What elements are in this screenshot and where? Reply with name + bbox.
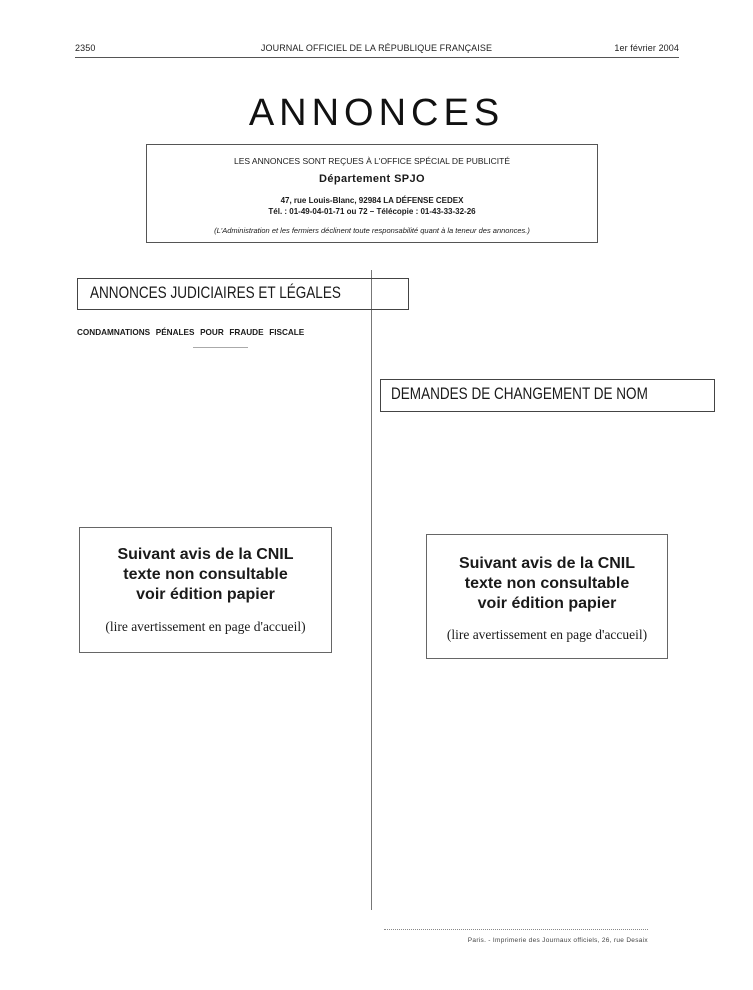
cnil-note: (lire avertissement en page d'accueil)	[446, 627, 648, 642]
issue-date: 1er février 2004	[614, 43, 679, 53]
subsection-rule	[193, 347, 248, 348]
info-phone: Tél. : 01-49-04-01-71 ou 72 – Télécopie : 01-43-33-32-26	[268, 207, 476, 216]
cnil-notice-left	[79, 527, 332, 653]
cnil-line1: Suivant avis de la CNIL	[458, 555, 636, 572]
section-title-judiciaires-text: ANNONCES JUDICIAIRES ET LÉGALES	[90, 284, 341, 302]
info-reception-line: LES ANNONCES SONT REÇUES À L'OFFICE SPÉCIAL DE PUBLICITÉ	[233, 156, 511, 166]
section-title-judiciaires	[77, 278, 409, 310]
footer-rule	[384, 929, 648, 930]
cnil-line3: voir édition papier	[136, 586, 275, 603]
info-disclaimer: (L'Administration et les fermiers déclinent toute responsabilité quant à la teneur des annonces.)	[214, 226, 530, 235]
cnil-notice-right	[426, 534, 668, 659]
cnil-line1: Suivant avis de la CNIL	[117, 546, 294, 563]
printer-imprint: Paris. - Imprimerie des Journaux officiels, 26, rue Desaix	[467, 937, 648, 944]
page-title: ANNONCES	[248, 92, 505, 134]
subsection-title-condamnations: CONDAMNATIONS PÉNALES POUR FRAUDE FISCALE	[77, 328, 305, 337]
section-title-changement-nom-text: DEMANDES DE CHANGEMENT DE NOM	[391, 385, 648, 403]
cnil-note: (lire avertissement en page d'accueil)	[105, 619, 306, 634]
cnil-line2: texte non consultable	[464, 575, 630, 592]
column-divider	[371, 270, 372, 910]
section-title-changement-nom	[380, 379, 715, 412]
cnil-line2: texte non consultable	[123, 566, 288, 583]
publication-info-box	[146, 144, 598, 243]
cnil-line3: voir édition papier	[477, 595, 617, 612]
header-rule	[75, 57, 679, 58]
page-number: 2350	[75, 43, 96, 53]
journal-title: JOURNAL OFFICIEL DE LA RÉPUBLIQUE FRANÇAISE	[260, 43, 493, 53]
info-department: Département SPJO	[318, 173, 426, 185]
info-address: 47, rue Louis-Blanc, 92984 LA DÉFENSE CEDEX	[280, 196, 464, 205]
